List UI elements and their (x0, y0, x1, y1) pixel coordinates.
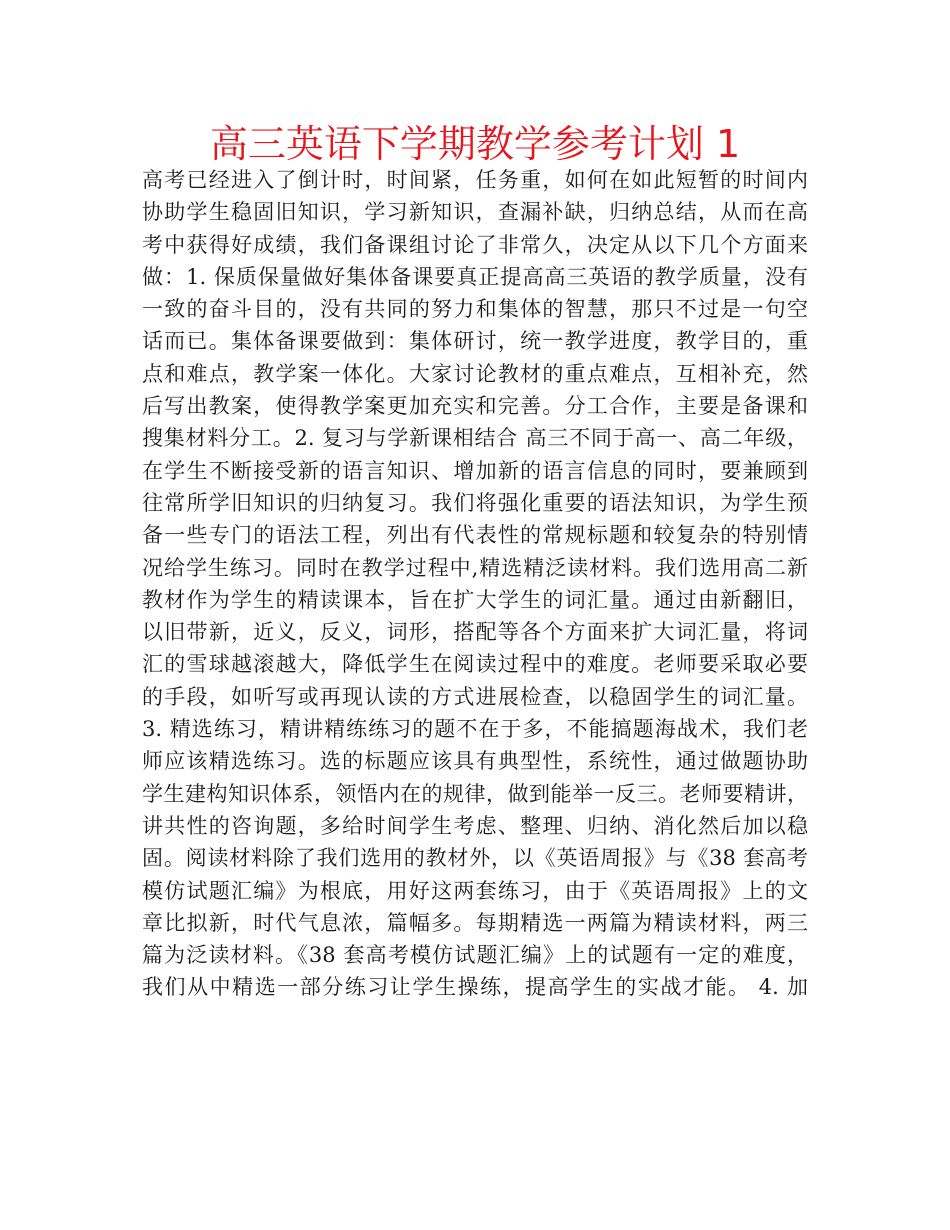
text-line: 搜集材料分工。2. 复习与学新课相结合 高三不同于高一、高二年级， (142, 426, 808, 451)
text-line: 往常所学旧知识的归纳复习。我们将强化重要的语法知识，为学生预 (142, 490, 808, 515)
document-title: 高三英语下学期教学参考计划 1 (209, 122, 741, 166)
text-line: 章比拟新，时代气息浓，篇幅多。每期精选一两篇为精读材料，两三 (142, 910, 808, 935)
text-line: 以旧带新，近义，反义，词形，搭配等各个方面来扩大词汇量，将词 (142, 620, 808, 645)
text-line: 况给学生练习。同时在教学过程中,精选精泛读材料。我们选用高二新 (142, 555, 808, 580)
text-line: 协助学生稳固旧知识，学习新知识，查漏补缺，归纳总结，从而在高 (142, 200, 808, 225)
text-line: 3. 精选练习，精讲精练练习的题不在于多，不能搞题海战术，我们老 (142, 717, 808, 742)
text-line: 做：1. 保质保量做好集体备课要真正提高高三英语的教学质量，没有 (142, 264, 808, 289)
text-line: 高考已经进入了倒计时，时间紧，任务重，如何在如此短暂的时间内 (142, 168, 808, 192)
text-line: 话而已。集体备课要做到：集体研讨，统一教学进度，教学目的，重 (142, 329, 808, 354)
text-line: 考中获得好成绩，我们备课组讨论了非常久，决定从以下几个方面来 (142, 232, 808, 257)
text-line: 师应该精选练习。选的标题应该具有典型性，系统性，通过做题协助 (142, 749, 808, 774)
text-line: 的手段，如听写或再现认读的方式进展检查，以稳固学生的词汇量。 (142, 684, 808, 709)
text-line: 教材作为学生的精读课本，旨在扩大学生的词汇量。通过由新翻旧， (142, 587, 808, 612)
body-paragraph (142, 164, 808, 1004)
text-line: 备一些专门的语法工程，列出有代表性的常规标题和较复杂的特别情 (142, 523, 808, 548)
text-line: 学生建构知识体系，领悟内在的规律，做到能举一反三。老师要精讲， (142, 781, 808, 806)
text-line: 汇的雪球越滚越大，降低学生在阅读过程中的难度。老师要采取必要 (142, 652, 808, 677)
text-line: 后写出教案，使得教学案更加充实和完善。分工合作，主要是备课和 (142, 394, 808, 419)
text-line: 我们从中精选一部分练习让学生操练，提高学生的实战才能。 4. 加 (142, 975, 808, 1000)
text-line: 固。阅读材料除了我们选用的教材外，以《英语周报》与《38 套高考 (142, 846, 808, 871)
text-line: 模仿试题汇编》为根底，用好这两套练习，由于《英语周报》上的文 (142, 878, 808, 903)
text-line: 篇为泛读材料。《38 套高考模仿试题汇编》上的试题有一定的难度， (142, 943, 808, 968)
text-line: 点和难点，教学案一体化。大家讨论教材的重点难点，互相补充，然 (142, 361, 808, 386)
text-line: 在学生不断接受新的语言知识、增加新的语言信息的同时，要兼顾到 (142, 458, 808, 483)
text-line: 一致的奋斗目的，没有共同的努力和集体的智慧，那只不过是一句空 (142, 297, 808, 322)
text-line: 讲共性的咨询题，多给时间学生考虑、整理、归纳、消化然后加以稳 (142, 813, 808, 838)
